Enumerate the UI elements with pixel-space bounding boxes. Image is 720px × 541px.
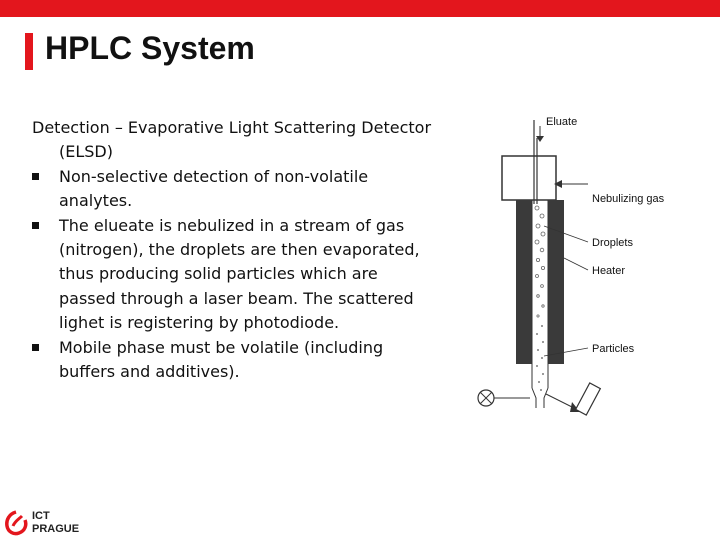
slide-body bbox=[32, 116, 432, 384]
title-accent-bar bbox=[25, 33, 33, 70]
square-bullet-icon bbox=[32, 222, 39, 229]
heater-right bbox=[548, 200, 564, 364]
elsd-diagram bbox=[470, 108, 690, 428]
drift-tube-tip-right bbox=[544, 388, 548, 408]
droplets-label: Droplets bbox=[592, 237, 633, 249]
bullet-item bbox=[32, 165, 432, 214]
bullet-text: Mobile phase must be volatile (including buffers and additives). bbox=[59, 337, 384, 382]
top-accent-bar bbox=[0, 0, 720, 17]
particles-label: Particles bbox=[592, 343, 635, 355]
logo-line-prague: PRAGUE bbox=[32, 523, 80, 535]
bullet-text: The elueate is nebulized in a stream of gas (nitrogen), the droplets are then evaporated, thus producing solid particles which are passed through a laser beam. The scattered lighet is registering by photodiode. bbox=[59, 215, 420, 333]
photodiode-icon bbox=[576, 383, 601, 415]
section-heading: Detection – Evaporative Light Scattering Detector (ELSD) bbox=[32, 118, 432, 162]
ict-prague-logo bbox=[4, 510, 94, 538]
particles bbox=[536, 325, 544, 391]
square-bullet-icon bbox=[32, 173, 39, 180]
eluate-label: Eluate bbox=[546, 116, 578, 128]
scatter-line bbox=[546, 394, 574, 408]
nebulizing-gas-label: Nebulizing gas bbox=[592, 193, 665, 205]
slide-title: HPLC System bbox=[45, 30, 255, 66]
bullet-text: Non-selective detection of non-volatile analytes. bbox=[59, 166, 369, 211]
bullet-item bbox=[32, 214, 432, 336]
nebulizer-head bbox=[502, 156, 556, 200]
drift-tube-tip-left bbox=[532, 388, 536, 408]
ict-logo-icon bbox=[4, 510, 28, 536]
droplets bbox=[535, 206, 545, 317]
heater-label: Heater bbox=[592, 265, 626, 277]
bullet-item bbox=[32, 336, 432, 385]
heater-leader bbox=[564, 258, 588, 270]
bullet-list bbox=[32, 165, 432, 385]
heater-left bbox=[516, 200, 532, 364]
square-bullet-icon bbox=[32, 344, 39, 351]
logo-line-ict: ICT bbox=[32, 510, 50, 522]
